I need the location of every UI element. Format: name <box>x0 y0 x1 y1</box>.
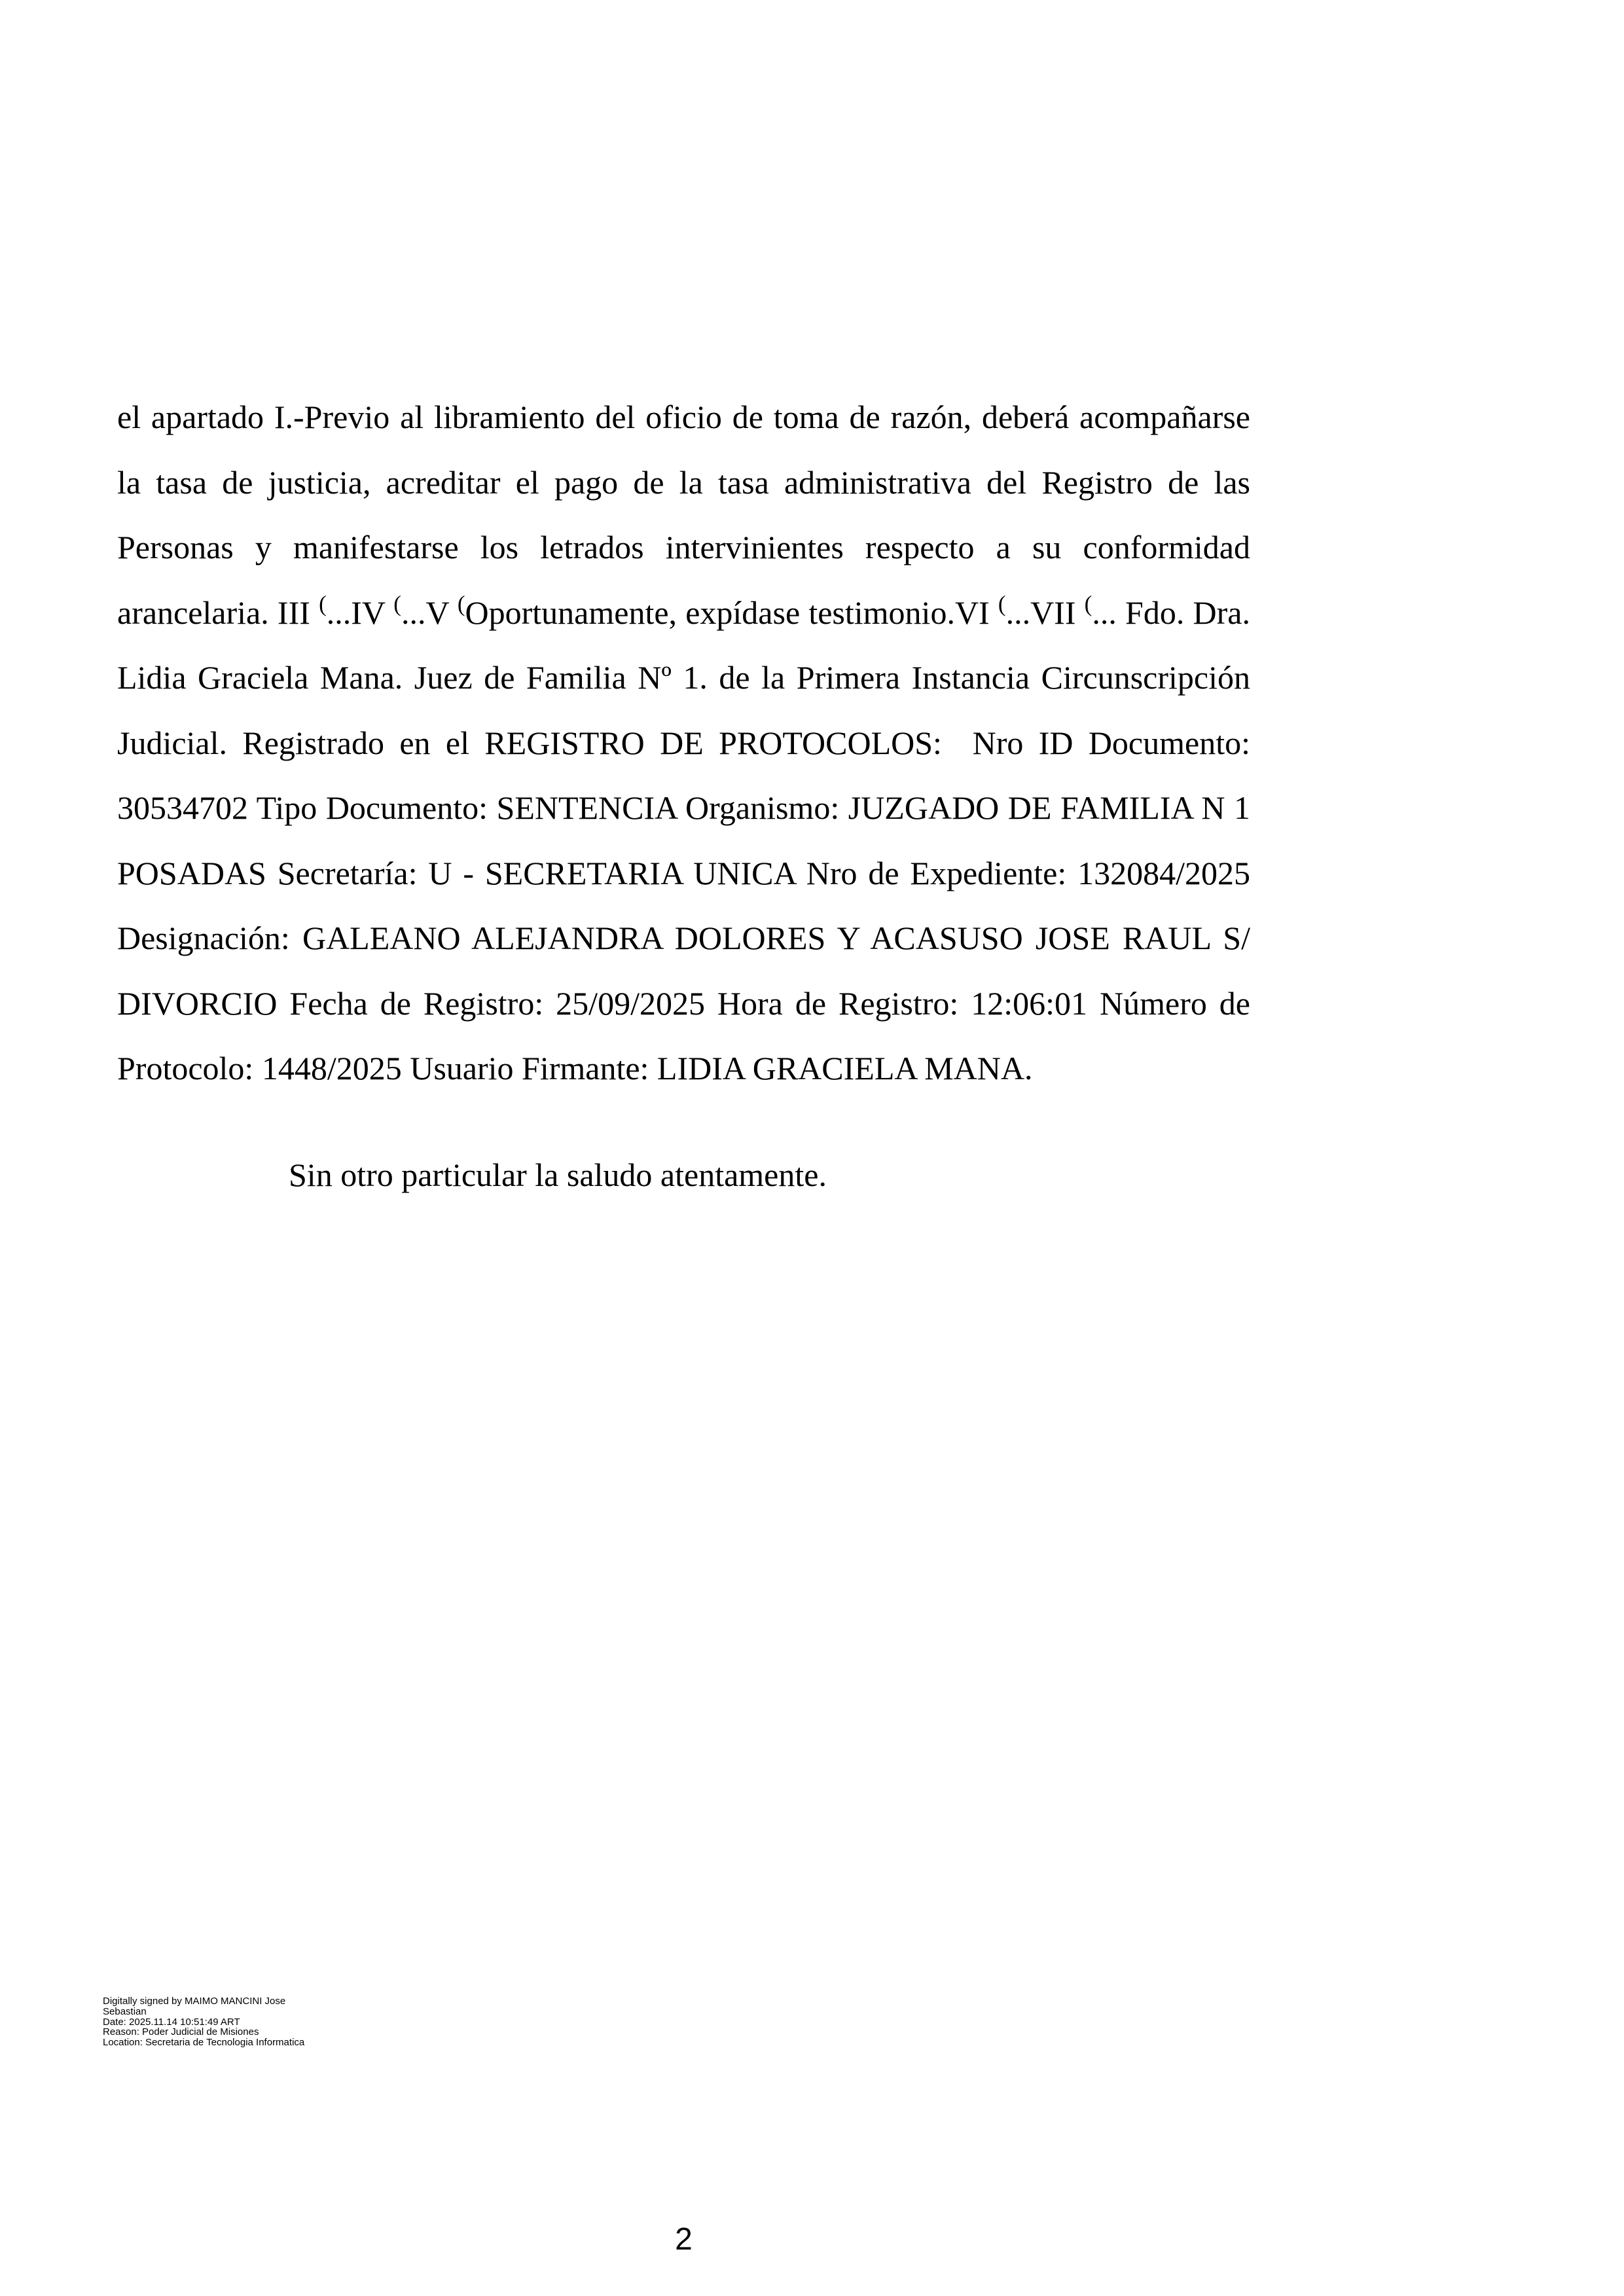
signature-line: Digitally signed by MAIMO MANCINI Jose Sebastian <box>103 1996 286 2017</box>
paragraph-segment: el apartado I.-Previo al libramiento del oficio de toma de razón, deberá acompañarse la tasa de justicia, acreditar el pago de la tasa administrativa del Registro de las Personas y manifestarse los letrados intervinientes respecto a su conformidad arancelaria. III <box>117 399 1250 631</box>
superscript-paren: ( <box>319 591 327 617</box>
page-number: 2 <box>675 2222 693 2257</box>
paragraph-segment: Oportunamente, expídase testimonio.VI <box>465 594 998 631</box>
signature-line: Reason: Poder Judicial de Misiones <box>103 2026 259 2038</box>
digital-signature-block <box>103 1996 320 2048</box>
paragraph-segment: ...VII <box>1005 594 1085 631</box>
paragraph-segment: ... Fdo. Dra. Lidia Graciela Mana. Juez de Familia Nº 1. de la Primera Instancia Circunscripción Judicial. Registrado en el REGISTRO DE PROTOCOLOS: Nro ID Documento: 30534702 Tipo Documento: SENTENCIA Organismo: JUZGADO DE FAMILIA N 1 POSADAS Secretaría: U - SECRETARIA UNICA Nro de Expediente: 132084/2025 Designación: GALEANO ALEJANDRA DOLORES Y ACASUSO JOSE RAUL S/ DIVORCIO Fecha de Registro: 25/09/2025 Hora de Registro: 12:06:01 Número de Protocolo: 1448/2025 Usuario Firmante: LIDIA GRACIELA MANA. <box>117 594 1250 1086</box>
paragraph-segment: ...V <box>401 594 458 631</box>
closing-line: Sin otro particular la saludo atentamente. <box>289 1156 827 1193</box>
letter-body <box>117 385 1250 1208</box>
body-paragraph <box>117 385 1250 1102</box>
superscript-paren: ( <box>998 591 1006 617</box>
signature-line: Date: 2025.11.14 10:51:49 ART <box>103 2016 240 2028</box>
superscript-paren: ( <box>393 591 401 617</box>
superscript-paren: ( <box>457 591 465 617</box>
signature-line: Location: Secretaria de Tecnologia Informatica <box>103 2037 305 2049</box>
paragraph-segment: ...IV <box>326 594 394 631</box>
superscript-paren: ( <box>1084 591 1092 617</box>
